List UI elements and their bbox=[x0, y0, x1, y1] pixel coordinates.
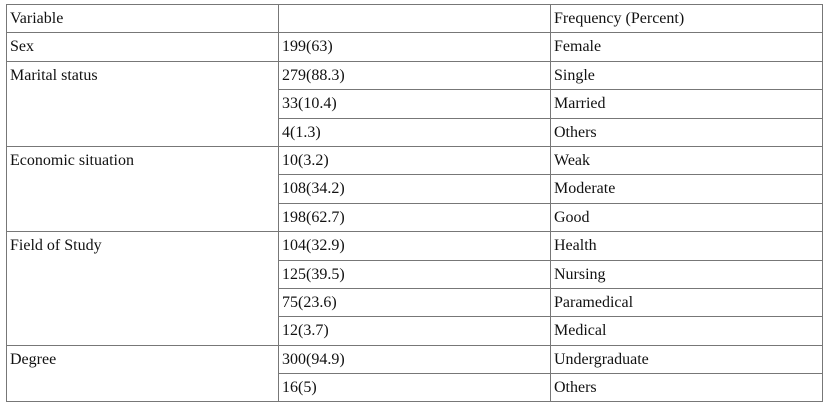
table-row bbox=[7, 146, 823, 174]
value-cell: 16(5) bbox=[279, 374, 551, 402]
variable-cell: Economic situation bbox=[7, 146, 279, 231]
value-cell: 198(62.7) bbox=[279, 203, 551, 231]
value-cell: 33(10.4) bbox=[279, 90, 551, 118]
category-cell: Paramedical bbox=[551, 288, 823, 316]
value-cell: 10(3.2) bbox=[279, 146, 551, 174]
variable-cell: Marital status bbox=[7, 61, 279, 146]
value-cell: 12(3.7) bbox=[279, 317, 551, 345]
header-row bbox=[7, 5, 823, 33]
category-cell: Others bbox=[551, 374, 823, 402]
variable-cell: Field of Study bbox=[7, 232, 279, 346]
category-cell: Medical bbox=[551, 317, 823, 345]
table-row bbox=[7, 345, 823, 373]
value-cell: 108(34.2) bbox=[279, 175, 551, 203]
category-cell: Married bbox=[551, 90, 823, 118]
category-cell: Health bbox=[551, 232, 823, 260]
variable-cell: Sex bbox=[7, 33, 279, 61]
category-cell: Female bbox=[551, 33, 823, 61]
value-cell: 199(63) bbox=[279, 33, 551, 61]
value-cell: 4(1.3) bbox=[279, 118, 551, 146]
header-cell: Frequency (Percent) bbox=[551, 5, 823, 33]
category-cell: Moderate bbox=[551, 175, 823, 203]
table-body bbox=[7, 5, 823, 402]
table-row bbox=[7, 232, 823, 260]
value-cell: 125(39.5) bbox=[279, 260, 551, 288]
header-cell bbox=[279, 5, 551, 33]
category-cell: Good bbox=[551, 203, 823, 231]
category-cell: Nursing bbox=[551, 260, 823, 288]
value-cell: 75(23.6) bbox=[279, 288, 551, 316]
value-cell: 104(32.9) bbox=[279, 232, 551, 260]
category-cell: Single bbox=[551, 61, 823, 89]
table-row bbox=[7, 33, 823, 61]
value-cell: 279(88.3) bbox=[279, 61, 551, 89]
category-cell: Weak bbox=[551, 146, 823, 174]
variable-cell: Degree bbox=[7, 345, 279, 402]
table-row bbox=[7, 61, 823, 89]
header-cell: Variable bbox=[7, 5, 279, 33]
value-cell: 300(94.9) bbox=[279, 345, 551, 373]
category-cell: Undergraduate bbox=[551, 345, 823, 373]
category-cell: Others bbox=[551, 118, 823, 146]
data-table bbox=[6, 4, 823, 402]
